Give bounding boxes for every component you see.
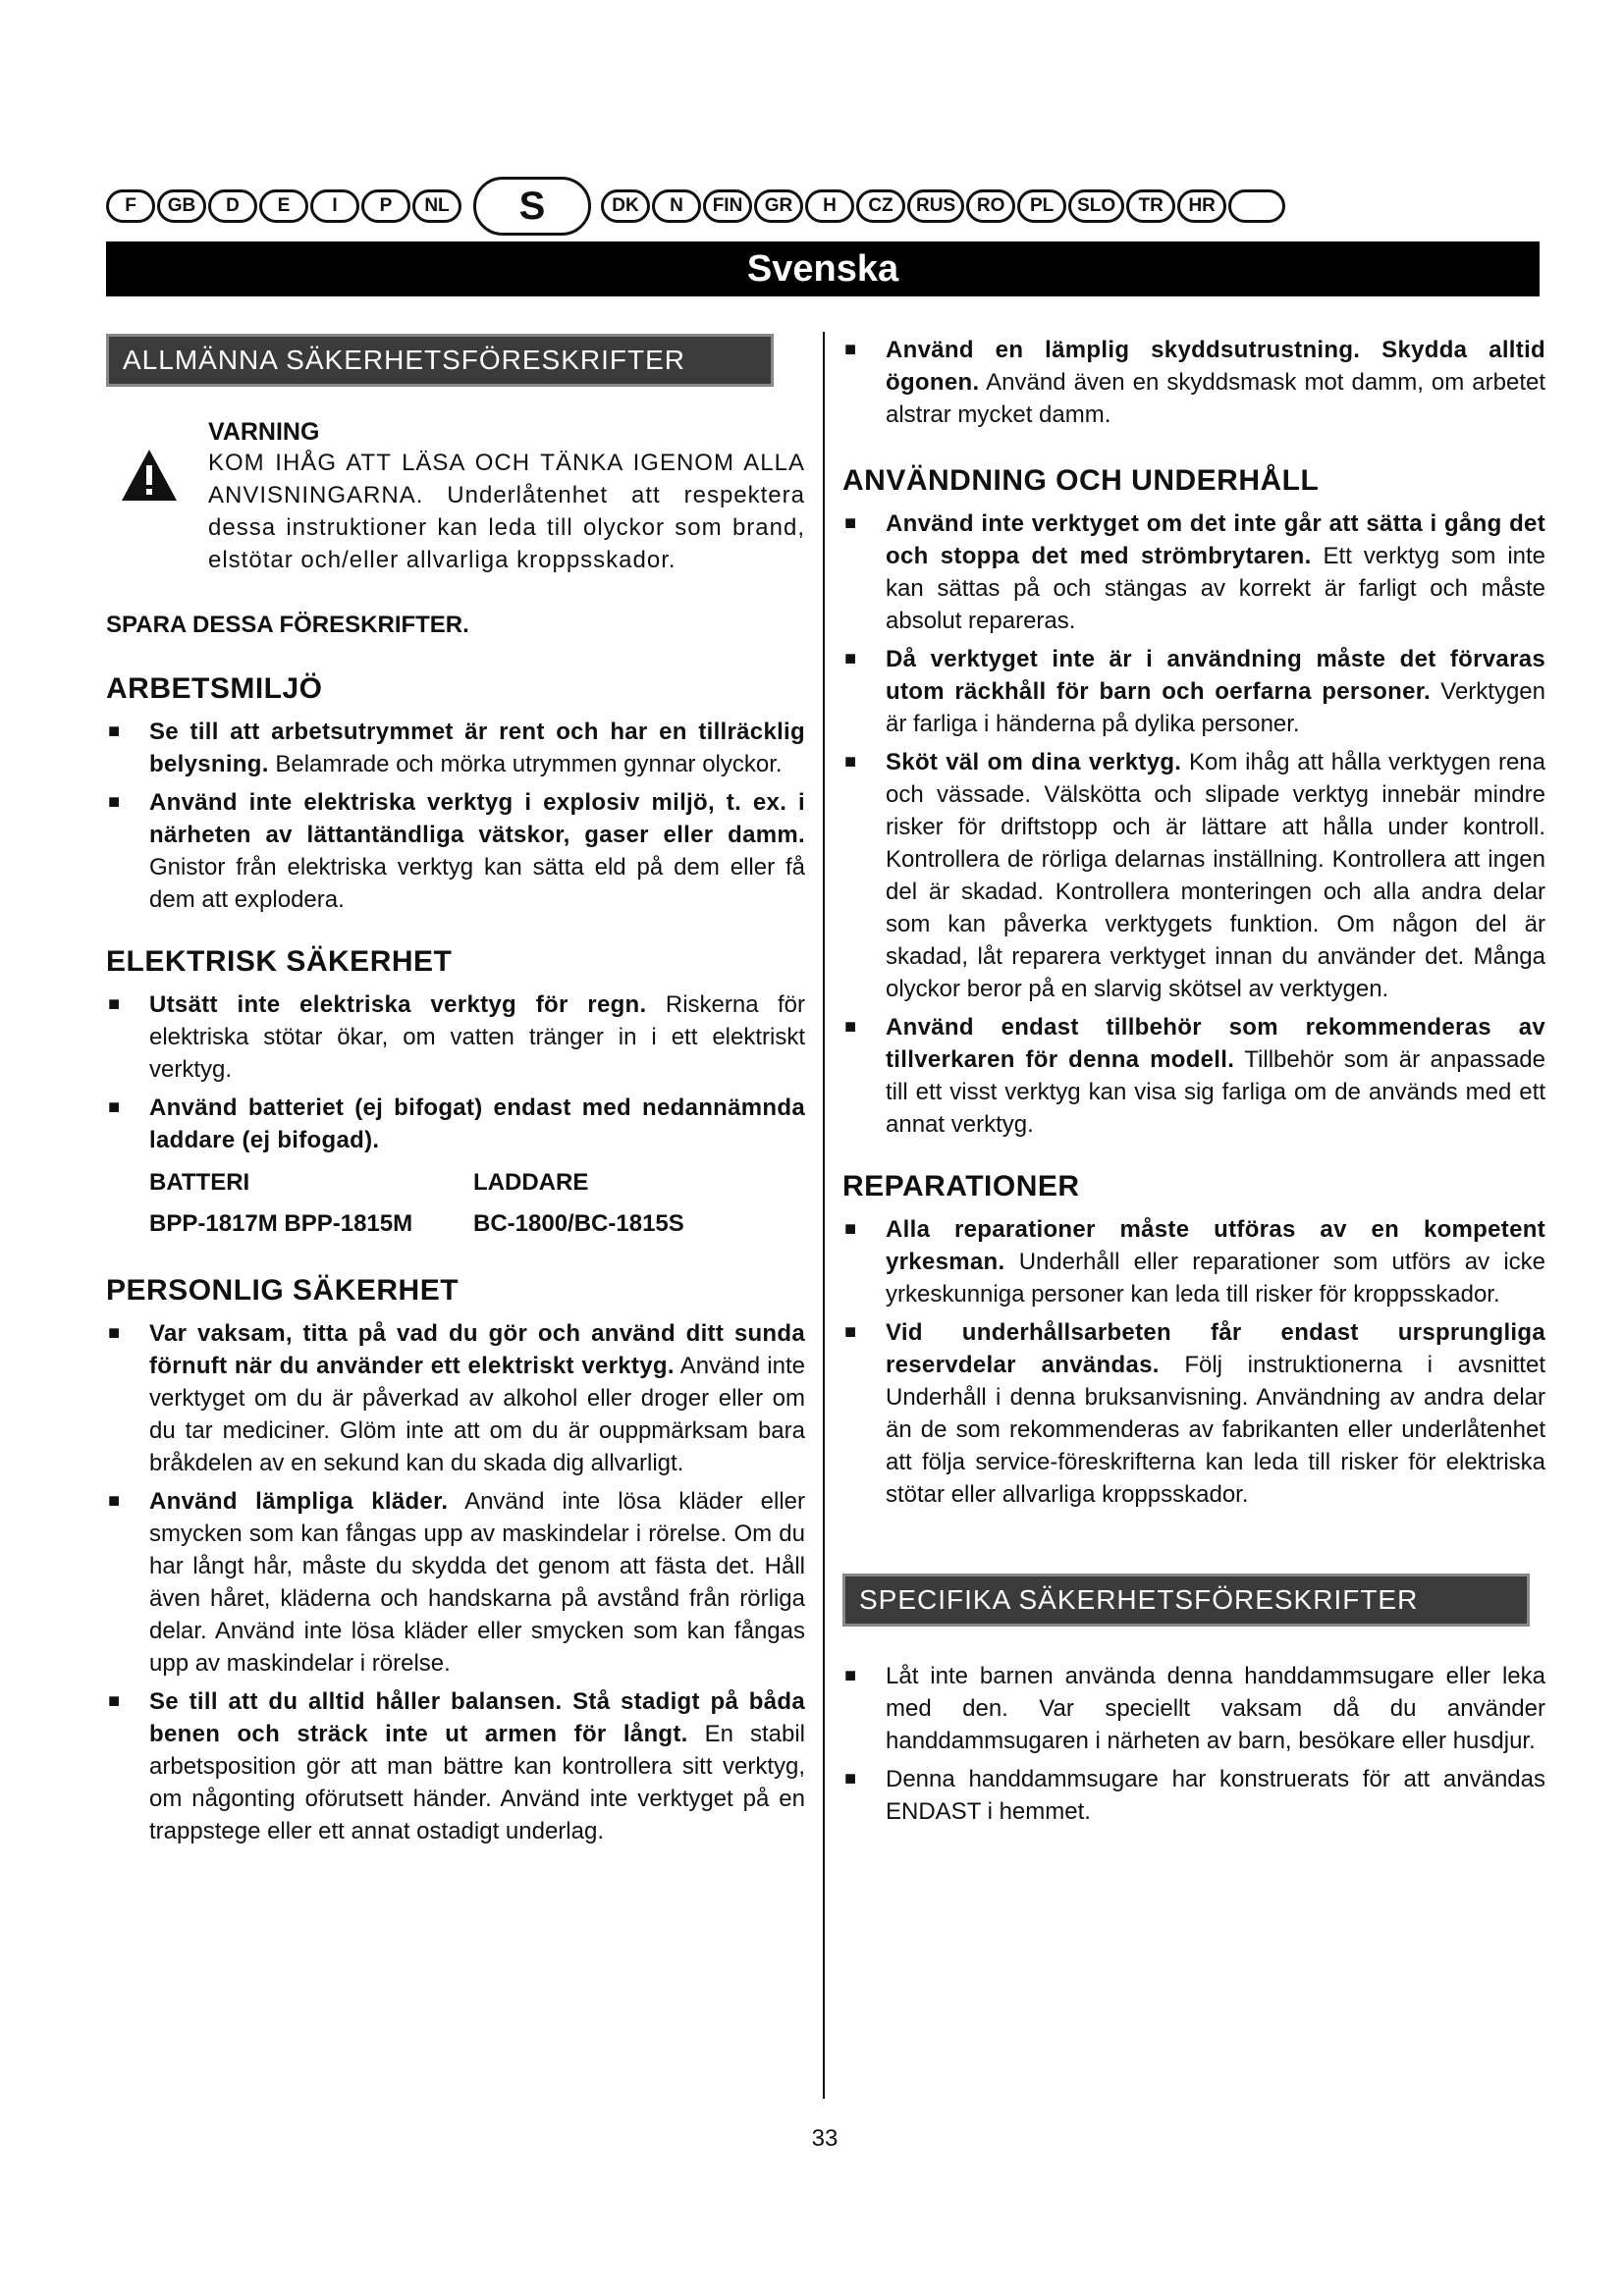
- lang-tab-rus[interactable]: RUS: [907, 189, 964, 223]
- lang-tab-e[interactable]: E: [259, 189, 308, 223]
- list-item: ■ Använd endast tillbehör som rekommenderas av tillverkaren för denna modell. Tillbehör som är anpassade till ett visst verktyg kan visa sig farliga om de används med ett annat verktyg.: [844, 1014, 1545, 1138]
- page-title: Svenska: [106, 241, 1540, 296]
- language-tabs: [106, 179, 1540, 234]
- section-heading-general-safety: ALLMÄNNA SÄKERHETSFÖRESKRIFTER: [106, 334, 774, 387]
- heading-reparationer: REPARATIONER: [842, 1170, 1080, 1202]
- table-header-laddare: LADDARE: [473, 1169, 589, 1196]
- lang-tab-n[interactable]: N: [652, 189, 701, 223]
- lang-tab-empty[interactable]: [1228, 189, 1285, 223]
- lang-tab-gb[interactable]: GB: [157, 189, 206, 223]
- lang-tab-i[interactable]: I: [310, 189, 359, 223]
- battery-charger-table: [149, 1162, 805, 1245]
- heading-personlig-sakerhet: PERSONLIG SÄKERHET: [106, 1274, 460, 1307]
- list-item: ■ Använd batteriet (ej bifogat) endast med nedannämnda laddare (ej bifogad).: [108, 1095, 805, 1153]
- list-item: ■ Använd en lämplig skyddsutrustning. Skydda alltid ögonen. Använd även en skyddsmask mot damm, om arbetet alstrar mycket damm.: [844, 337, 1545, 428]
- left-column: [106, 334, 805, 1853]
- table-header-batteri: BATTERI: [149, 1169, 250, 1196]
- list-item: ■ Se till att arbetsutrymmet är rent och har en tillräcklig belysning. Belamrade och mörka utrymmen gynnar olyckor.: [108, 719, 805, 777]
- right-column: [842, 334, 1545, 1834]
- heading-anvandning-och-underhall: ANVÄNDNING OCH UNDERHÅLL: [842, 464, 1320, 497]
- lang-tab-p[interactable]: P: [361, 189, 410, 223]
- lang-tab-dk[interactable]: DK: [601, 189, 650, 223]
- list-item: ■ Låt inte barnen använda denna handdammsugare eller leka med den. Var speciellt vaksam då du använder handdammsugaren i närheten av barn, besökare eller husdjur.: [844, 1663, 1545, 1754]
- list-item: ■ Var vaksam, titta på vad du gör och använd ditt sunda förnuft när du använder ett elektriskt verktyg. Använd inte verktyget om du är påverkad av alkohol eller droger eller om du tar mediciner. Glöm inte att om du är ouppmärksam bara bråkdelen av en sekund kan du skada dig allvarligt.: [108, 1320, 805, 1476]
- heading-arbetsmiljo: ARBETSMILJÖ: [106, 672, 323, 705]
- lang-tab-nl[interactable]: NL: [412, 189, 461, 223]
- list-item: ■ Utsätt inte elektriska verktyg för regn. Riskerna för elektriska stötar ökar, om vatten tränger in i ett elektriskt verktyg.: [108, 991, 805, 1083]
- lang-tab-fin[interactable]: FIN: [703, 189, 752, 223]
- lang-tab-pl[interactable]: PL: [1017, 189, 1066, 223]
- lang-tab-ro[interactable]: RO: [966, 189, 1015, 223]
- lang-tab-cz[interactable]: CZ: [856, 189, 905, 223]
- warning-text: KOM IHÅG ATT LÄSA OCH TÄNKA IGENOM ALLA ANVISNINGARNA. Underlåtenhet att respektera dessa instruktioner kan leda till olyckor som brand, elstötar och/eller allvarliga kroppsskador.: [208, 450, 805, 573]
- list-item: ■ Sköt väl om dina verktyg. Kom ihåg att hålla verktygen rena och vässade. Välskötta och slipade verktyg innebär mindre risker för driftstopp och är lättare att hålla under kontroll. Kontrollera de rörliga delarnas inställning. Kontrollera att ingen del är skadad. Kontrollera monteringen och alla andra delar som kan påverka verktygets funktion. Om någon del är skadad, låt reparera verktyget innan du använder det. Många olyckor beror på en slarvig skötsel av verktygen.: [844, 749, 1545, 1002]
- warning-block: [106, 418, 805, 576]
- list-item: ■ Denna handdammsugare har konstruerats för att användas ENDAST i hemmet.: [844, 1766, 1545, 1825]
- heading-elektrisk-sakerhet: ELEKTRISK SÄKERHET: [106, 945, 453, 978]
- list-item: ■ Vid underhållsarbeten får endast ursprungliga reservdelar användas. Följ instruktionerna i avsnittet Underhåll i denna bruksanvisning. Användning av andra delar än de som rekommenderas av fabrikanten eller underlåtenhet att följa service-föreskrifterna kan leda till risker för elektriska stötar eller allvarliga kroppsskador.: [844, 1319, 1545, 1508]
- page-number: 33: [811, 2125, 839, 2152]
- lang-tab-d[interactable]: D: [208, 189, 257, 223]
- list-item: ■ Alla reparationer måste utföras av en kompetent yrkesman. Underhåll eller reparationer som utförs av icke yrkeskunniga personer kan leda till risker för kroppsskador.: [844, 1216, 1545, 1308]
- list-item: ■ Använd lämpliga kläder. Använd inte lösa kläder eller smycken som kan fångas upp av maskindelar i rörelse. Om du har långt hår, måste du skydda det genom att fästa det. Håll även håret, kläderna och handskarna på avstånd från rörliga delar. Använd inte lösa kläder eller smycken som kan fångas upp av maskindelar i rörelse.: [108, 1488, 805, 1677]
- lang-tab-hr[interactable]: HR: [1177, 189, 1226, 223]
- table-cell-charger-models: BC-1800/BC-1815S: [473, 1210, 684, 1237]
- lang-tab-slo[interactable]: SLO: [1068, 189, 1124, 223]
- lang-tab-s-active[interactable]: S: [473, 177, 591, 236]
- list-item: ■ Då verktyget inte är i användning måste det förvaras utom räckhåll för barn och oerfarna personer. Verktygen är farliga i händerna på dylika personer.: [844, 646, 1545, 737]
- lang-tab-h[interactable]: H: [805, 189, 854, 223]
- lang-tab-f[interactable]: F: [106, 189, 155, 223]
- section-heading-specific-safety: SPECIFIKA SÄKERHETSFÖRESKRIFTER: [842, 1574, 1530, 1627]
- list-item: ■ Se till att du alltid håller balansen. Stå stadigt på båda benen och sträck inte ut armen för långt. En stabil arbetsposition gör att man bättre kan kontrollera sitt verktyg, om någonting oförutsett händer. Använd inte verktyget på en trappstege eller ett annat ostadigt underlag.: [108, 1688, 806, 1844]
- list-item: ■ Använd inte elektriska verktyg i explosiv miljö, t. ex. i närheten av lättantändliga vätskor, gaser eller damm. Gnistor från elektriska verktyg kan sätta eld på dem eller få dem att explodera.: [108, 789, 805, 913]
- lang-tab-gr[interactable]: GR: [754, 189, 803, 223]
- save-instructions: SPARA DESSA FÖRESKRIFTER.: [106, 612, 469, 638]
- column-divider: [823, 332, 825, 2099]
- table-cell-battery-models: BPP-1817M BPP-1815M: [149, 1210, 413, 1237]
- lang-tab-tr[interactable]: TR: [1126, 189, 1175, 223]
- list-item: ■ Använd inte verktyget om det inte går att sätta i gång det och stoppa det med strömbrytaren. Ett verktyg som inte kan sättas på och stängas av korrekt är farligt och måste absolut repareras.: [844, 510, 1546, 634]
- warning-title: VARNING: [208, 418, 320, 446]
- warning-triangle-icon: [120, 448, 179, 503]
